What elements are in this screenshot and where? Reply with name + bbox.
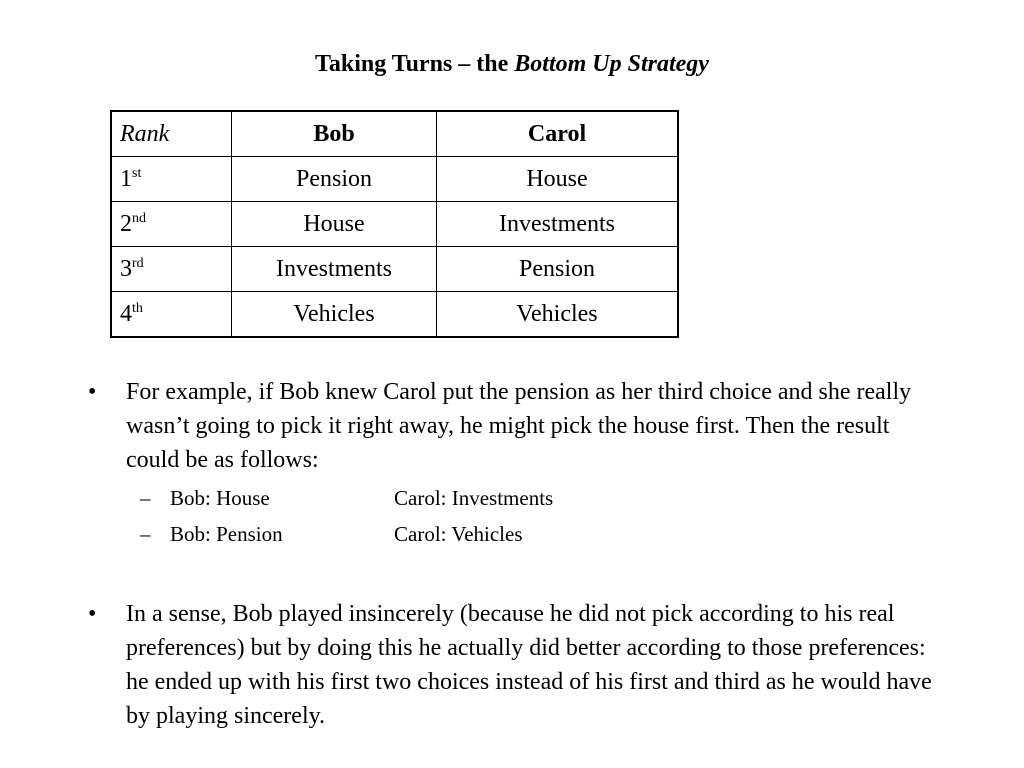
header-rank: Rank [111, 111, 232, 157]
bullet-text: In a sense, Bob played insincerely (because he did not pick according to his real preferences) but by doing this he actually did better according to those preferences: he ended up with his first two choices instead of his first and third as he would have by playing sincerely. [126, 601, 932, 729]
sub-item-carol: Carol: Investments [394, 486, 554, 510]
rank-number: 3 [120, 255, 132, 282]
rank-suffix: nd [132, 210, 146, 226]
title-italic: Bottom Up Strategy [514, 51, 709, 77]
bullet-text: For example, if Bob knew Carol put the pension as her third choice and she really wasn’t going to pick it right away, he might pick the house first. Then the result could be as follows: [126, 379, 912, 473]
carol-cell: Investments [437, 202, 679, 247]
table-row [111, 292, 678, 338]
bullet-icon: • [88, 601, 97, 627]
sub-item-bob: Bob: House [170, 486, 270, 510]
table-row [111, 247, 678, 292]
bullet-conclusion [88, 597, 938, 733]
bullet-example [88, 375, 938, 477]
title-main: Taking Turns – the [315, 51, 515, 77]
preference-table [110, 110, 679, 338]
sub-item-carol: Carol: Vehicles [394, 522, 523, 546]
dash-icon: – [140, 486, 151, 510]
sub-item-bob: Bob: Pension [170, 522, 283, 546]
bob-cell: Vehicles [232, 292, 437, 338]
rank-number: 2 [120, 210, 132, 237]
rank-number: 4 [120, 300, 132, 327]
rank-cell [111, 202, 232, 247]
rank-suffix: th [132, 300, 143, 316]
rank-suffix: st [132, 165, 142, 181]
dash-icon: – [140, 522, 151, 546]
table-row [111, 202, 678, 247]
carol-cell: Vehicles [437, 292, 679, 338]
bullet-icon: • [88, 379, 97, 405]
bob-cell: Investments [232, 247, 437, 292]
carol-cell: Pension [437, 247, 679, 292]
bob-cell: House [232, 202, 437, 247]
carol-cell: House [437, 157, 679, 202]
table-header-row [111, 111, 678, 157]
rank-cell [111, 292, 232, 338]
table-row [111, 157, 678, 202]
header-carol: Carol [437, 111, 679, 157]
slide-title [0, 51, 1024, 78]
rank-cell [111, 157, 232, 202]
rank-suffix: rd [132, 255, 144, 271]
header-bob: Bob [232, 111, 437, 157]
rank-cell [111, 247, 232, 292]
bob-cell: Pension [232, 157, 437, 202]
rank-number: 1 [120, 165, 132, 192]
